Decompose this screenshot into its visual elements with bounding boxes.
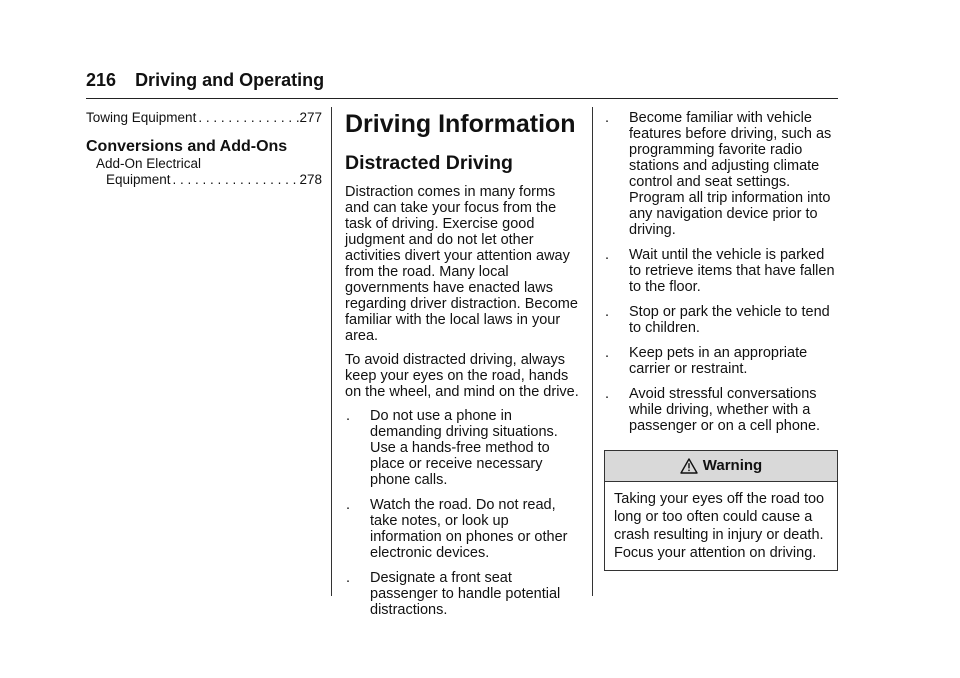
list-item-text: Avoid stressful conversations while driving, whether with a passenger or on a cell phone. <box>629 386 821 434</box>
toc-entry-page: 277 <box>299 110 322 125</box>
bullet-mark: . <box>346 497 351 513</box>
column-divider <box>331 107 332 596</box>
bullet-mark: . <box>605 386 610 402</box>
toc-entry-page: 278 <box>299 172 322 187</box>
list-item-text: Watch the road. Do not read, take notes, or look up information on phones or other electronic devices. <box>370 497 568 561</box>
list-item <box>345 408 581 488</box>
list-item-text: Keep pets in an appropriate carrier or restraint. <box>629 345 808 377</box>
list-item-text: Wait until the vehicle is parked to retrieve items that have fallen to the floor. <box>629 247 835 295</box>
warning-header <box>605 451 837 482</box>
intro-paragraph-2: To avoid distracted driving, always keep your eyes on the road, hands on the wheel, and mind on the drive. <box>345 352 579 400</box>
list-item <box>604 386 840 434</box>
bullet-mark: . <box>605 110 610 126</box>
toc-section-heading: Conversions and Add-Ons <box>86 138 288 155</box>
content-column-2 <box>345 110 581 627</box>
list-item <box>604 247 840 295</box>
page-number: 216 <box>86 70 117 90</box>
bullet-mark: . <box>605 345 610 361</box>
section-title: Driving and Operating <box>135 70 325 90</box>
list-item <box>345 570 581 618</box>
list-item <box>604 345 840 377</box>
list-item <box>604 110 840 238</box>
page-header <box>86 70 838 99</box>
list-item <box>345 497 581 561</box>
list-item-text: Become familiar with vehicle features before driving, such as programming favorite radio stations and adjusting climate control and seat settings. Program all trip information into any navigation device prior to driving. <box>629 110 832 238</box>
toc-leader-dots <box>196 110 299 126</box>
toc-entry-addon-line1[interactable]: Add-On Electrical <box>96 156 202 171</box>
subtitle: Distracted Driving <box>345 152 513 174</box>
toc-entry-towing[interactable] <box>86 110 322 126</box>
bullet-mark: . <box>605 247 610 263</box>
warning-title: Warning <box>702 457 763 474</box>
column-divider <box>592 107 593 596</box>
toc-leader-dots <box>171 172 300 188</box>
bullet-mark: . <box>605 304 610 320</box>
list-item-text: Stop or park the vehicle to tend to children. <box>629 304 830 336</box>
toc-entry-label: Towing Equipment <box>86 110 197 125</box>
intro-paragraph: Distraction comes in many forms and can take your focus from the task of driving. Exercise good judgment and do not let other activities divert your attention away from the road. Many local governments have enacted laws regarding driver distraction. Become familiar with the local laws in your area. <box>345 184 578 344</box>
bullet-mark: . <box>346 408 351 424</box>
bullet-mark: . <box>346 570 351 586</box>
list-item-text: Do not use a phone in demanding driving situations. Use a hands-free method to place or receive necessary phone calls. <box>370 408 558 488</box>
toc-entry-label: Equipment <box>106 172 171 187</box>
toc-column <box>86 110 322 188</box>
main-title: Driving Information <box>345 110 576 138</box>
list-item <box>604 304 840 336</box>
warning-triangle-icon <box>680 458 698 474</box>
warning-text: Taking your eyes off the road too long or too often could cause a crash resulting in injury or death. Focus your attention on driving. <box>614 491 825 561</box>
list-item-text: Designate a front seat passenger to handle potential distractions. <box>370 570 561 618</box>
warning-box <box>604 450 838 571</box>
toc-entry-equipment[interactable] <box>106 172 322 188</box>
content-column-3 <box>604 110 840 571</box>
